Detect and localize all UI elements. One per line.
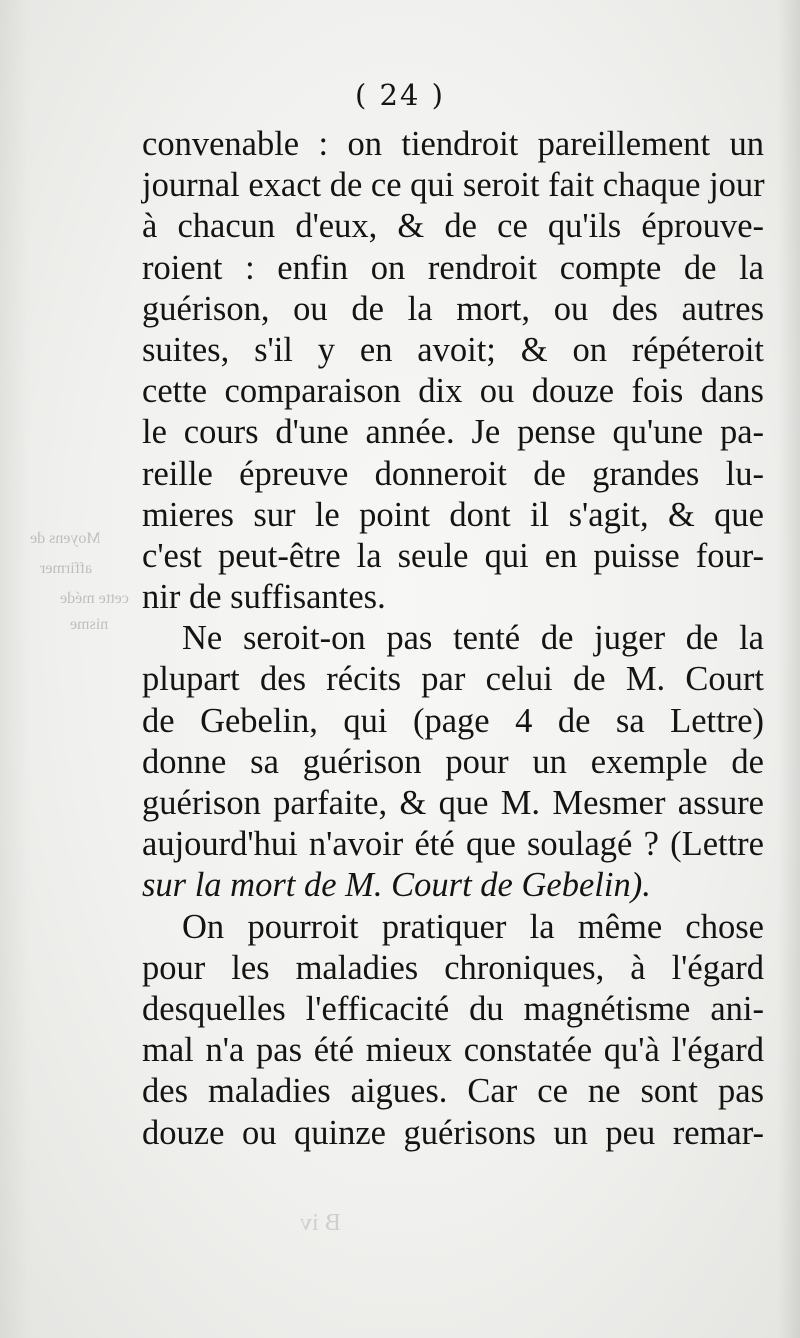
text-line: convenable : on tiendroit pareillement un [142, 125, 764, 163]
text-line: plupart des récits par celui de M. Court [142, 660, 764, 699]
page-left-shadow [0, 0, 30, 1338]
text-line: douze ou quinze guérisons un peu remar- [142, 1113, 764, 1152]
text-line: sur la mort de M. Court de Gebelin). [142, 866, 651, 905]
bleed-through-text: nisme [70, 616, 109, 633]
text-line: guérison parfaite, & que M. Mesmer assure [142, 784, 764, 822]
text-line: le cours d'une année. Je pense qu'une pa- [142, 413, 764, 452]
bleed-through-text: cette méde [60, 590, 129, 607]
bleed-through-text: affirmer [40, 560, 93, 577]
text-line: reille épreuve donneroit de grandes lu- [142, 454, 764, 493]
text-line: suites, s'il y en avoit; & on répéteroit [142, 330, 764, 369]
text-line: roient : enfin on rendroit compte de la [142, 248, 764, 287]
text-line: On pourroit pratiquer la même chose [182, 907, 764, 946]
bleed-through-text: Moyens de [30, 530, 101, 547]
page-right-shadow [778, 0, 800, 1338]
page-number: ( 24 ) [355, 78, 445, 112]
body-text [142, 124, 764, 1154]
text-line: cette comparaison dix ou douze fois dans [142, 372, 764, 411]
text-line: nir de suffisantes. [142, 578, 386, 617]
text-line: des maladies aigues. Car ce ne sont pas [142, 1072, 764, 1111]
text-line: guérison, ou de la mort, ou des autres [142, 289, 764, 328]
text-line: mal n'a pas été mieux constatée qu'à l'égard [142, 1031, 764, 1070]
text-line: journal exact de ce qui seroit fait chaque jour [142, 166, 765, 205]
text-line: de Gebelin, qui (page 4 de sa Lettre) [142, 701, 764, 740]
bleed-through-signature: B iv [300, 1210, 341, 1236]
text-line: Ne seroit-on pas tenté de juger de la [182, 619, 764, 658]
text-line: donne sa guérison pour un exemple de [142, 742, 764, 781]
text-line: mieres sur le point dont il s'agit, & que [142, 495, 764, 534]
text-line: aujourd'hui n'avoir été que soulagé ? (Lettre [142, 825, 764, 864]
text-line: c'est peut-être la seule qui en puisse four- [142, 536, 764, 575]
text-line: pour les maladies chroniques, à l'égard [142, 948, 764, 987]
text-line: à chacun d'eux, & de ce qu'ils éprouve- [142, 207, 764, 246]
text-line: desquelles l'efficacité du magnétisme ani- [142, 989, 764, 1028]
